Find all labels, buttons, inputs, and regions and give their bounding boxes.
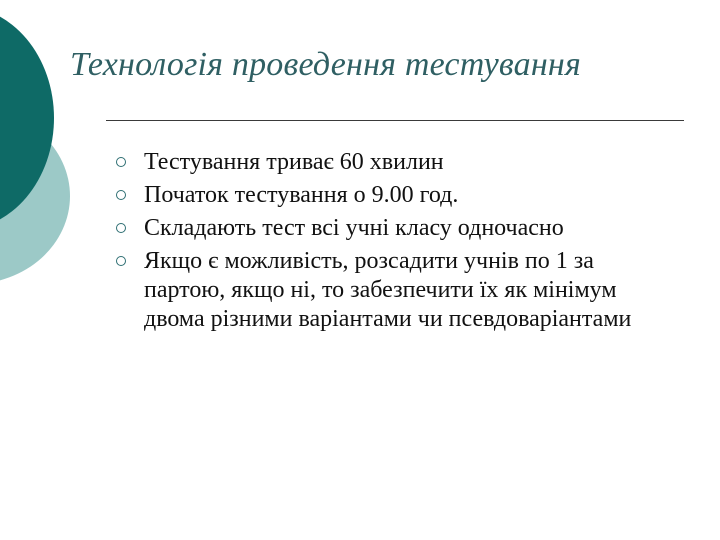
circle-bullet-icon [116, 190, 126, 200]
bullet-text: Тестування триває 60 хвилин [144, 149, 444, 175]
bullet-item-start-time [116, 181, 676, 210]
title-divider [106, 120, 684, 121]
bullet-item-participants [116, 214, 676, 243]
circle-bullet-icon [116, 256, 126, 266]
decorative-circles [0, 0, 120, 300]
slide-title: Технологія проведення тестування [70, 46, 581, 83]
circle-bullet-icon [116, 223, 126, 233]
bullet-text: Якщо є можливість, розсадити учнів по 1 за партою, якщо ні, то забезпечити їх як мінімум двома різними варіантами чи псевдоваріантами [144, 248, 632, 332]
bullet-item-seating [116, 247, 676, 334]
circle-bullet-icon [116, 157, 126, 167]
bullet-text: Складають тест всі учні класу одночасно [144, 215, 564, 241]
bullet-text: Початок тестування о 9.00 год. [144, 182, 459, 208]
bullet-item-duration [116, 148, 676, 177]
bullet-list [116, 148, 676, 338]
